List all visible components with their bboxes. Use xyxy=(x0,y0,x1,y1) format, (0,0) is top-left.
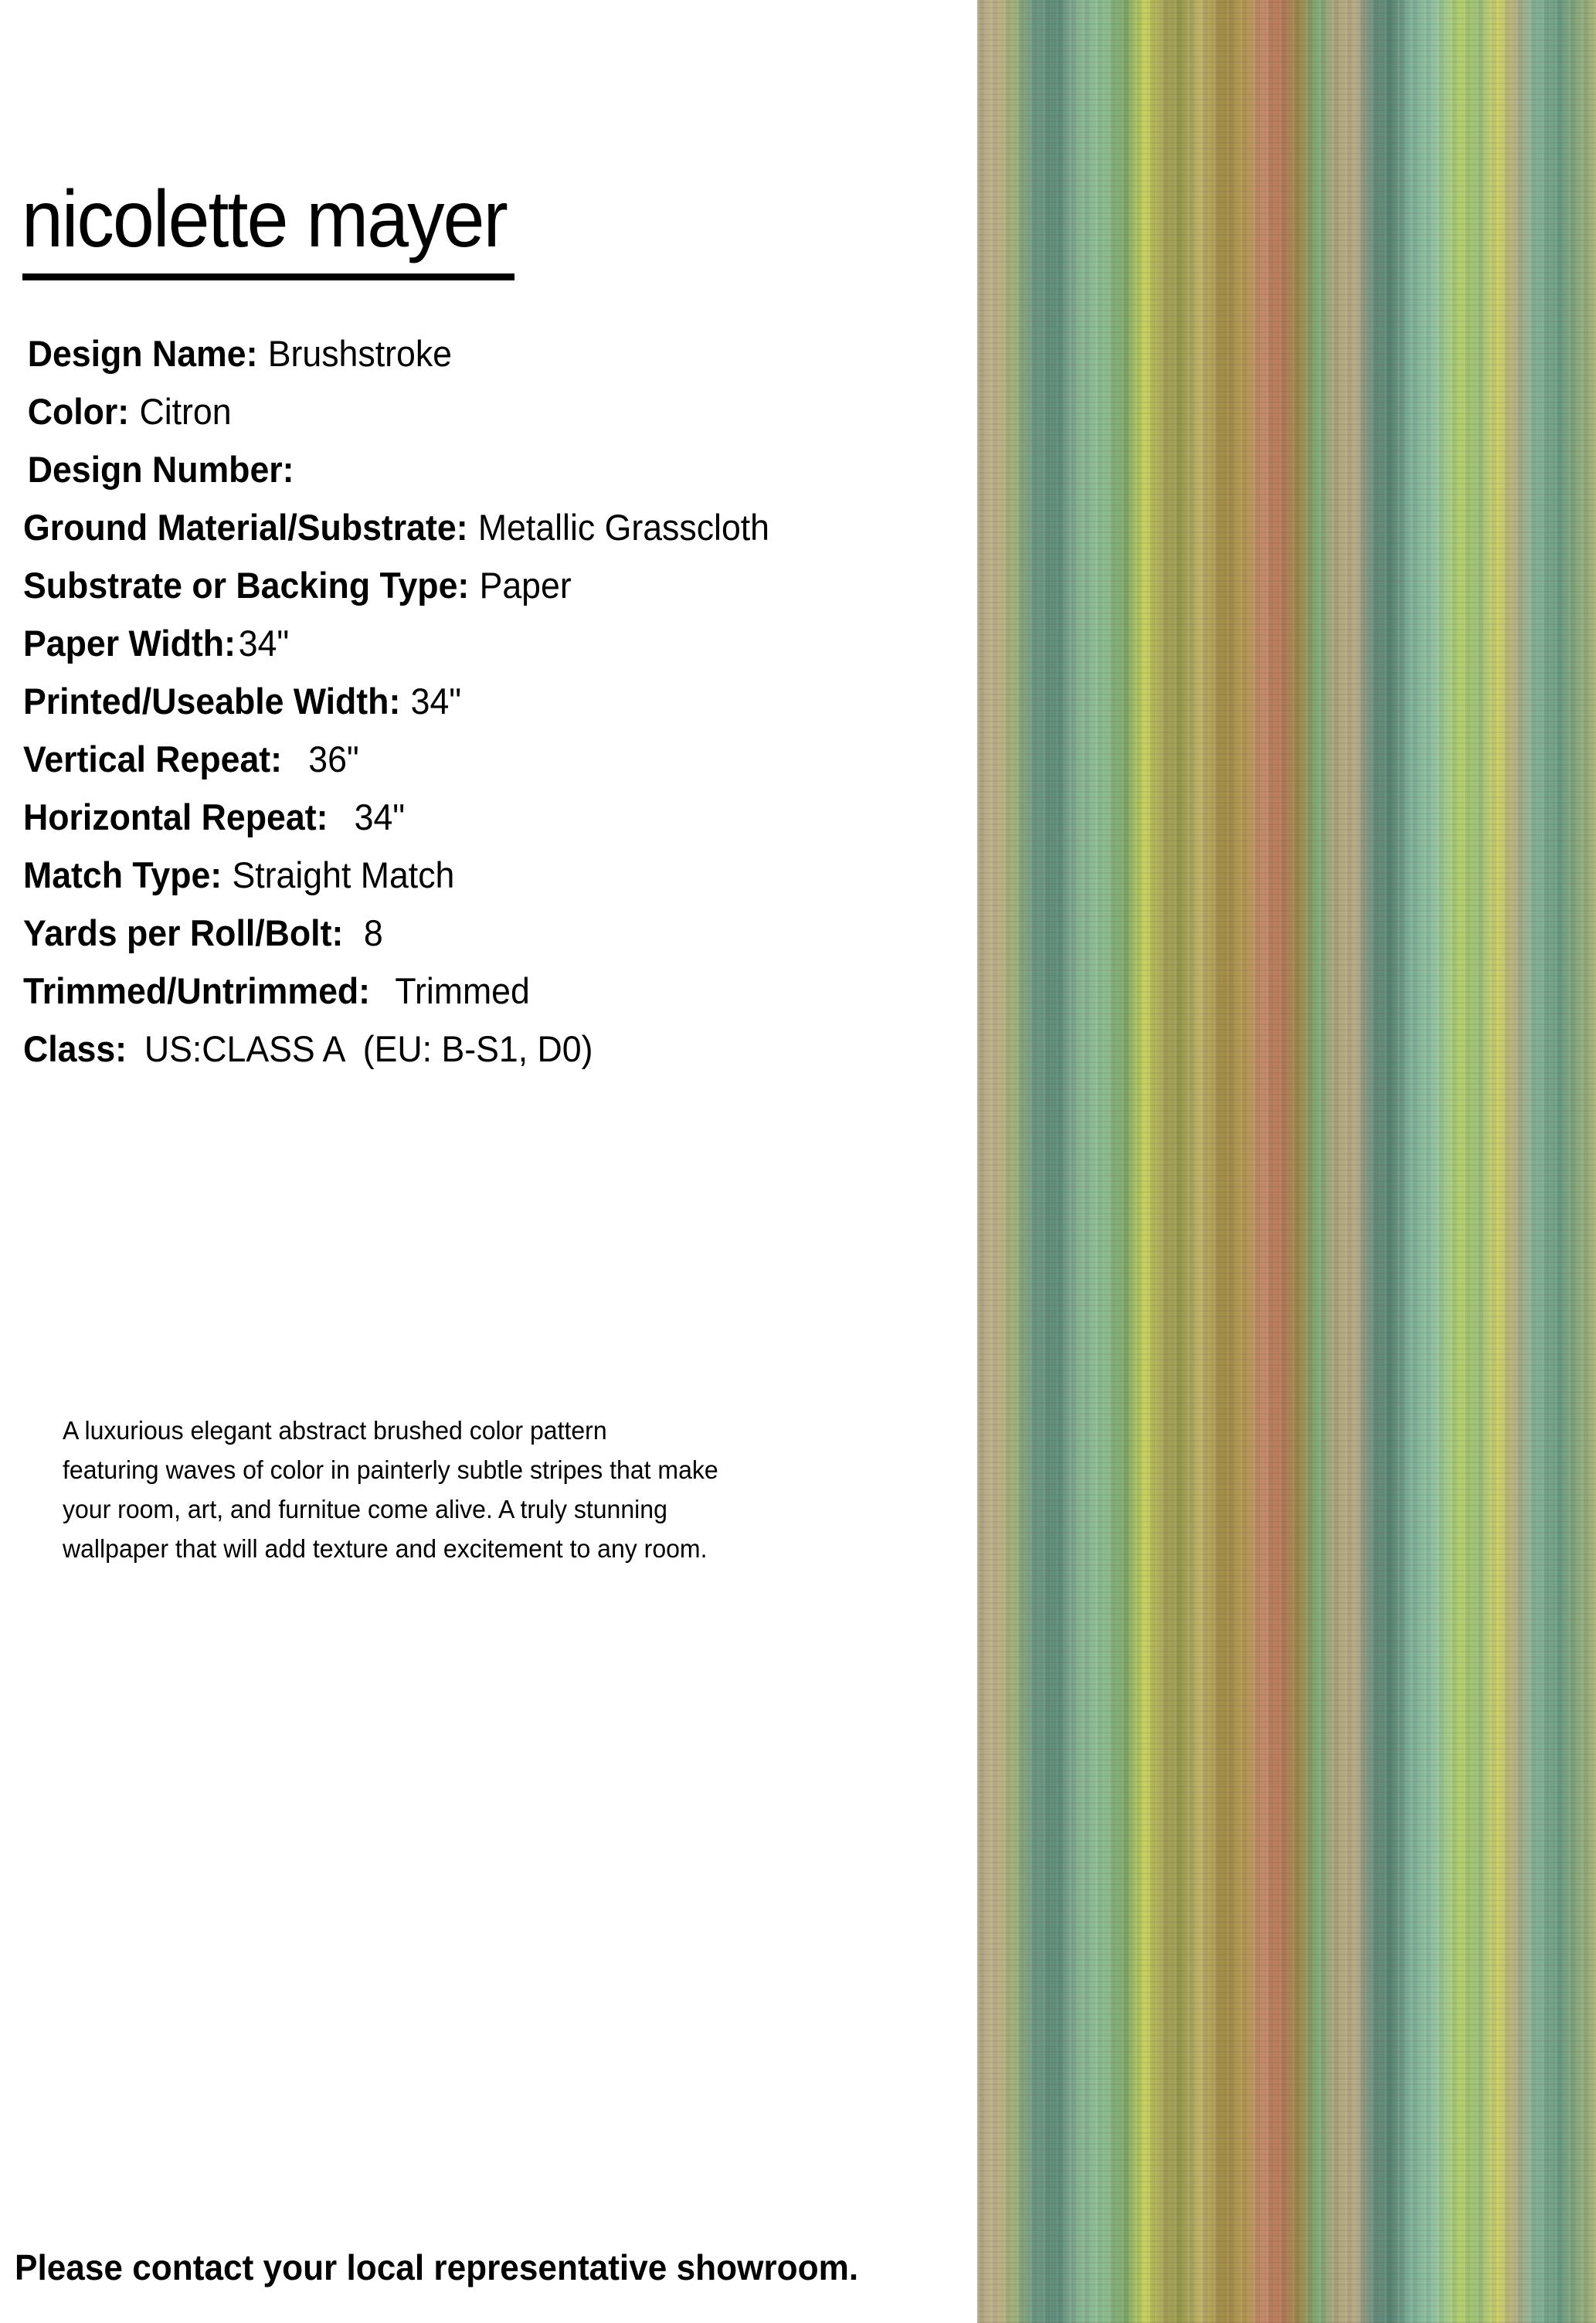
spec-color xyxy=(23,382,769,440)
spec-value: Trimmed xyxy=(395,970,530,1011)
spec-trimmed xyxy=(23,962,769,1020)
spec-value: 36" xyxy=(308,739,359,779)
spec-backing-type xyxy=(23,556,769,614)
spec-label: Ground Material/Substrate: xyxy=(23,507,468,548)
spec-label: Paper Width: xyxy=(23,623,236,664)
spec-list xyxy=(23,324,809,1078)
description-line: A luxurious elegant abstract brushed color pattern xyxy=(63,1416,607,1445)
spec-label: Trimmed/Untrimmed: xyxy=(23,970,371,1011)
spec-yards-per-roll xyxy=(23,904,769,962)
description-line: wallpaper that will add texture and excitement to any room. xyxy=(63,1534,708,1563)
spec-label: Substrate or Backing Type: xyxy=(23,565,470,606)
brand-logo: nicolette mayer xyxy=(22,175,507,264)
spec-value: Paper xyxy=(479,565,572,606)
spec-class xyxy=(23,1020,769,1078)
spec-value: Straight Match xyxy=(232,854,455,895)
spec-horizontal-repeat xyxy=(23,788,769,846)
spec-label: Printed/Useable Width: xyxy=(23,681,401,722)
spec-printed-width xyxy=(23,672,769,730)
spec-label: Class: xyxy=(23,1028,127,1069)
spec-value: 34" xyxy=(238,623,290,664)
spec-match-type xyxy=(23,846,769,904)
spec-design-name xyxy=(23,324,769,382)
spec-label: Horizontal Repeat: xyxy=(23,796,328,837)
spec-paper-width xyxy=(23,614,769,672)
spec-ground-material xyxy=(23,498,769,556)
spec-value: 34" xyxy=(410,681,462,722)
logo-underline xyxy=(22,273,514,280)
spec-value: 8 xyxy=(363,912,383,953)
contact-note: Please contact your local representative showroom. xyxy=(15,2247,859,2287)
spec-value: 34" xyxy=(354,796,406,837)
description-line: your room, art, and furnitue come alive. A truly stunning xyxy=(63,1495,667,1523)
spec-label: Yards per Roll/Bolt: xyxy=(23,912,344,953)
spec-value: Citron xyxy=(139,391,232,432)
spec-label: Match Type: xyxy=(23,854,222,895)
product-description xyxy=(63,1411,951,1568)
spec-value: Metallic Grasscloth xyxy=(477,507,770,548)
wallpaper-swatch-image xyxy=(977,0,1596,2323)
spec-label: Design Number: xyxy=(27,449,294,490)
spec-label: Color: xyxy=(27,391,130,432)
spec-value: Brushstroke xyxy=(267,333,452,374)
spec-label: Vertical Repeat: xyxy=(23,739,283,779)
spec-label: Design Name: xyxy=(27,333,258,374)
spec-design-number xyxy=(23,440,769,498)
spec-vertical-repeat xyxy=(23,730,769,788)
spec-value: US:CLASS A (EU: B-S1, D0) xyxy=(144,1028,593,1069)
description-line: featuring waves of color in painterly subtle stripes that make xyxy=(63,1455,718,1484)
